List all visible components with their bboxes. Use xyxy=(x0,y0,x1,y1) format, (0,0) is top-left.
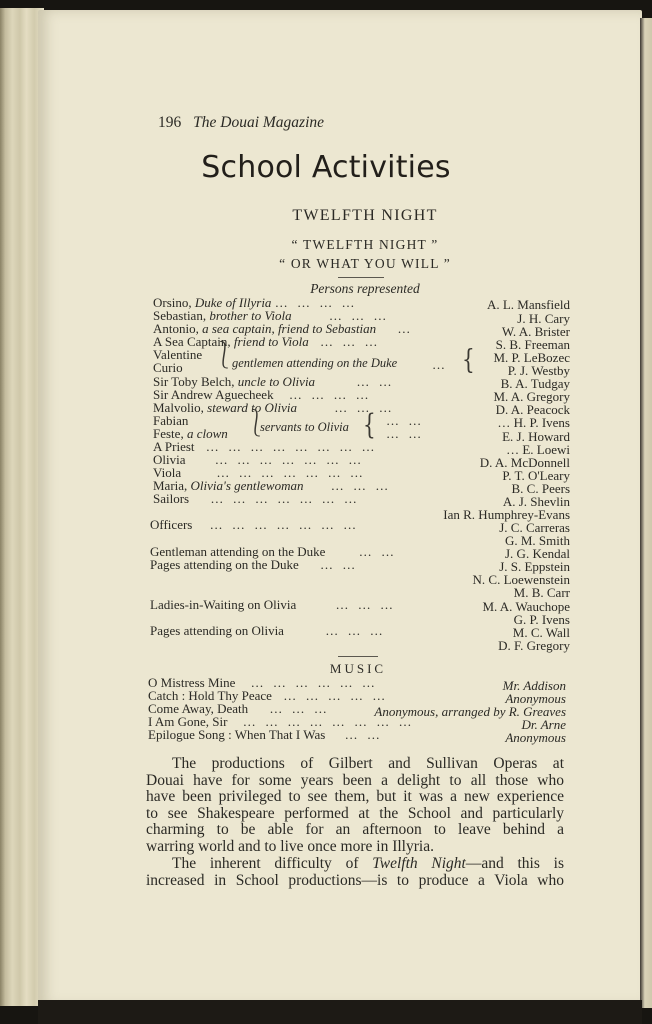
cast-actor: J. G. Kendal xyxy=(505,546,570,561)
cast-actor: J. C. Carreras xyxy=(499,520,570,535)
cast-row-sailors: Sailors … … … … … … … xyxy=(153,491,360,506)
leader-dots: … … xyxy=(386,413,425,428)
article-title: School Activities xyxy=(201,150,451,185)
cast-row-fabian: Fabian xyxy=(153,413,189,428)
cast-actor: D. A. McDonnell xyxy=(479,455,570,470)
cast-actor: S. B. Freeman xyxy=(495,337,570,352)
cast-actor: P. T. O'Leary xyxy=(502,468,570,483)
cast-actor: M. B. Carr xyxy=(513,585,570,600)
running-header xyxy=(158,114,324,132)
cast-actor: … H. P. Ivens xyxy=(497,415,570,430)
music-credit: Dr. Arne xyxy=(521,717,566,732)
music-row: O Mistress Mine … … … … … … xyxy=(148,675,378,690)
cast-actor: Ian R. Humphrey-Evans xyxy=(443,507,570,522)
paragraph-2: The inherent difficulty of Twelfth Night—and this is increased in School productions—is to produce a Viola who xyxy=(146,856,564,889)
cast-actor: D. A. Peacock xyxy=(495,402,570,417)
cast-row-toby: Sir Toby Belch, uncle to Olivia … … xyxy=(153,374,395,389)
cast-row-pages-duke: Pages attending on the Duke … … xyxy=(150,557,359,572)
cast-row-malvolio: Malvolio, steward to Olivia … … … xyxy=(153,400,395,415)
music-credit: Anonymous xyxy=(505,730,566,745)
cast-actor: P. J. Westby xyxy=(507,363,570,378)
book-shadow xyxy=(38,1000,642,1024)
cast-actor: M. C. Wall xyxy=(512,625,570,640)
cast-row-antonio: Antonio, a sea captain, friend to Sebastian … xyxy=(153,321,414,336)
cast-actor: B. A. Tudgay xyxy=(500,376,570,391)
cast-row-gentleman: Gentleman attending on the Duke … … xyxy=(150,544,397,559)
cast-actor: J. S. Eppstein xyxy=(499,559,570,574)
cast-row-priest: A Priest … … … … … … … … xyxy=(153,439,378,454)
divider-rule xyxy=(338,277,384,278)
servants-description: servants to Olivia xyxy=(260,420,349,434)
cast-row-valentine: Valentine xyxy=(153,347,203,362)
cast-row-maria: Maria, Olivia's gentlewoman … … … xyxy=(153,478,392,493)
cast-row-orsino: Orsino, Duke of Illyria … … … … xyxy=(153,295,358,310)
cast-row-feste: Feste, a clown xyxy=(153,426,228,441)
cast-row-viola: Viola … … … … … … … xyxy=(153,465,366,480)
cast-actor: M. A. Wauchope xyxy=(482,599,570,614)
music-credit: Anonymous, arranged by R. Greaves xyxy=(374,704,566,719)
cast-row-curio: Curio xyxy=(153,360,183,375)
cast-row-sea-captain: A Sea Captain, friend to Viola … … … xyxy=(153,334,381,349)
alt-title-line-2: “ OR WHAT YOU WILL ” xyxy=(279,256,451,271)
cast-row-olivia: Olivia … … … … … … … xyxy=(153,452,365,467)
cast-row-sebastian: Sebastian, brother to Viola … … … xyxy=(153,308,390,323)
brace-left: ⎱ xyxy=(214,339,234,371)
music-credit: Anonymous xyxy=(505,691,566,706)
leader-dots: … … xyxy=(386,426,425,441)
cast-actor: E. J. Howard xyxy=(502,429,570,444)
cast-actor: N. C. Loewenstein xyxy=(472,572,570,587)
divider-rule xyxy=(338,656,378,657)
music-row: I Am Gone, Sir … … … … … … … … xyxy=(148,714,415,729)
curio-description: gentlemen attending on the Duke xyxy=(232,356,398,370)
brace-left: ⎱ xyxy=(246,407,266,439)
leader-dots: … xyxy=(432,357,448,372)
cast-actor: G. M. Smith xyxy=(504,533,570,548)
page-number: 196 xyxy=(158,114,182,131)
cast-actor: D. F. Gregory xyxy=(498,638,570,653)
cast-row-andrew: Sir Andrew Aguecheek … … … … xyxy=(153,387,372,402)
cast-row-ladies: Ladies-in-Waiting on Olivia … … … xyxy=(150,597,396,612)
music-row: Epilogue Song : When That I Was … … xyxy=(148,727,383,742)
cast-actor: B. C. Peers xyxy=(511,481,570,496)
persons-heading: Persons represented xyxy=(310,281,420,296)
cast-actor: G. P. Ivens xyxy=(513,612,570,627)
music-credit: Mr. Addison xyxy=(502,678,566,693)
cast-actor: W. A. Brister xyxy=(501,324,570,339)
music-row: Come Away, Death … … … xyxy=(148,701,330,716)
cast-actor: M. P. LeBozec xyxy=(493,350,570,365)
alt-title-line-1: “ TWELFTH NIGHT ” xyxy=(291,237,439,252)
cast-actor: M. A. Gregory xyxy=(493,389,570,404)
play-title: TWELFTH NIGHT xyxy=(292,207,438,224)
music-heading: MUSIC xyxy=(329,661,387,676)
magazine-name: The Douai Magazine xyxy=(193,114,325,131)
cast-row-pages-olivia: Pages attending on Olivia … … … xyxy=(150,623,386,638)
brace-right: { xyxy=(363,407,376,441)
cast-actor: A. J. Shevlin xyxy=(502,494,570,509)
paragraph-1: The productions of Gilbert and Sullivan Operas at Douai have for some years been a delight to all those who have been privileged to see them, but it was a new experience to see Shakespeare performed at the School and particularly charming to be able for an afternoon to leave behind a warring world and to live once more in Illyria. xyxy=(146,756,564,855)
cast-actor: … E. Loewi xyxy=(506,442,570,457)
music-row: Catch : Hold Thy Peace … … … … … xyxy=(148,688,389,703)
cast-actor: A. L. Mansfield xyxy=(486,297,570,312)
cast-actor: J. H. Cary xyxy=(517,311,570,326)
brace-right: { xyxy=(462,342,475,376)
cast-row-officers: Officers … … … … … … … xyxy=(150,517,360,532)
